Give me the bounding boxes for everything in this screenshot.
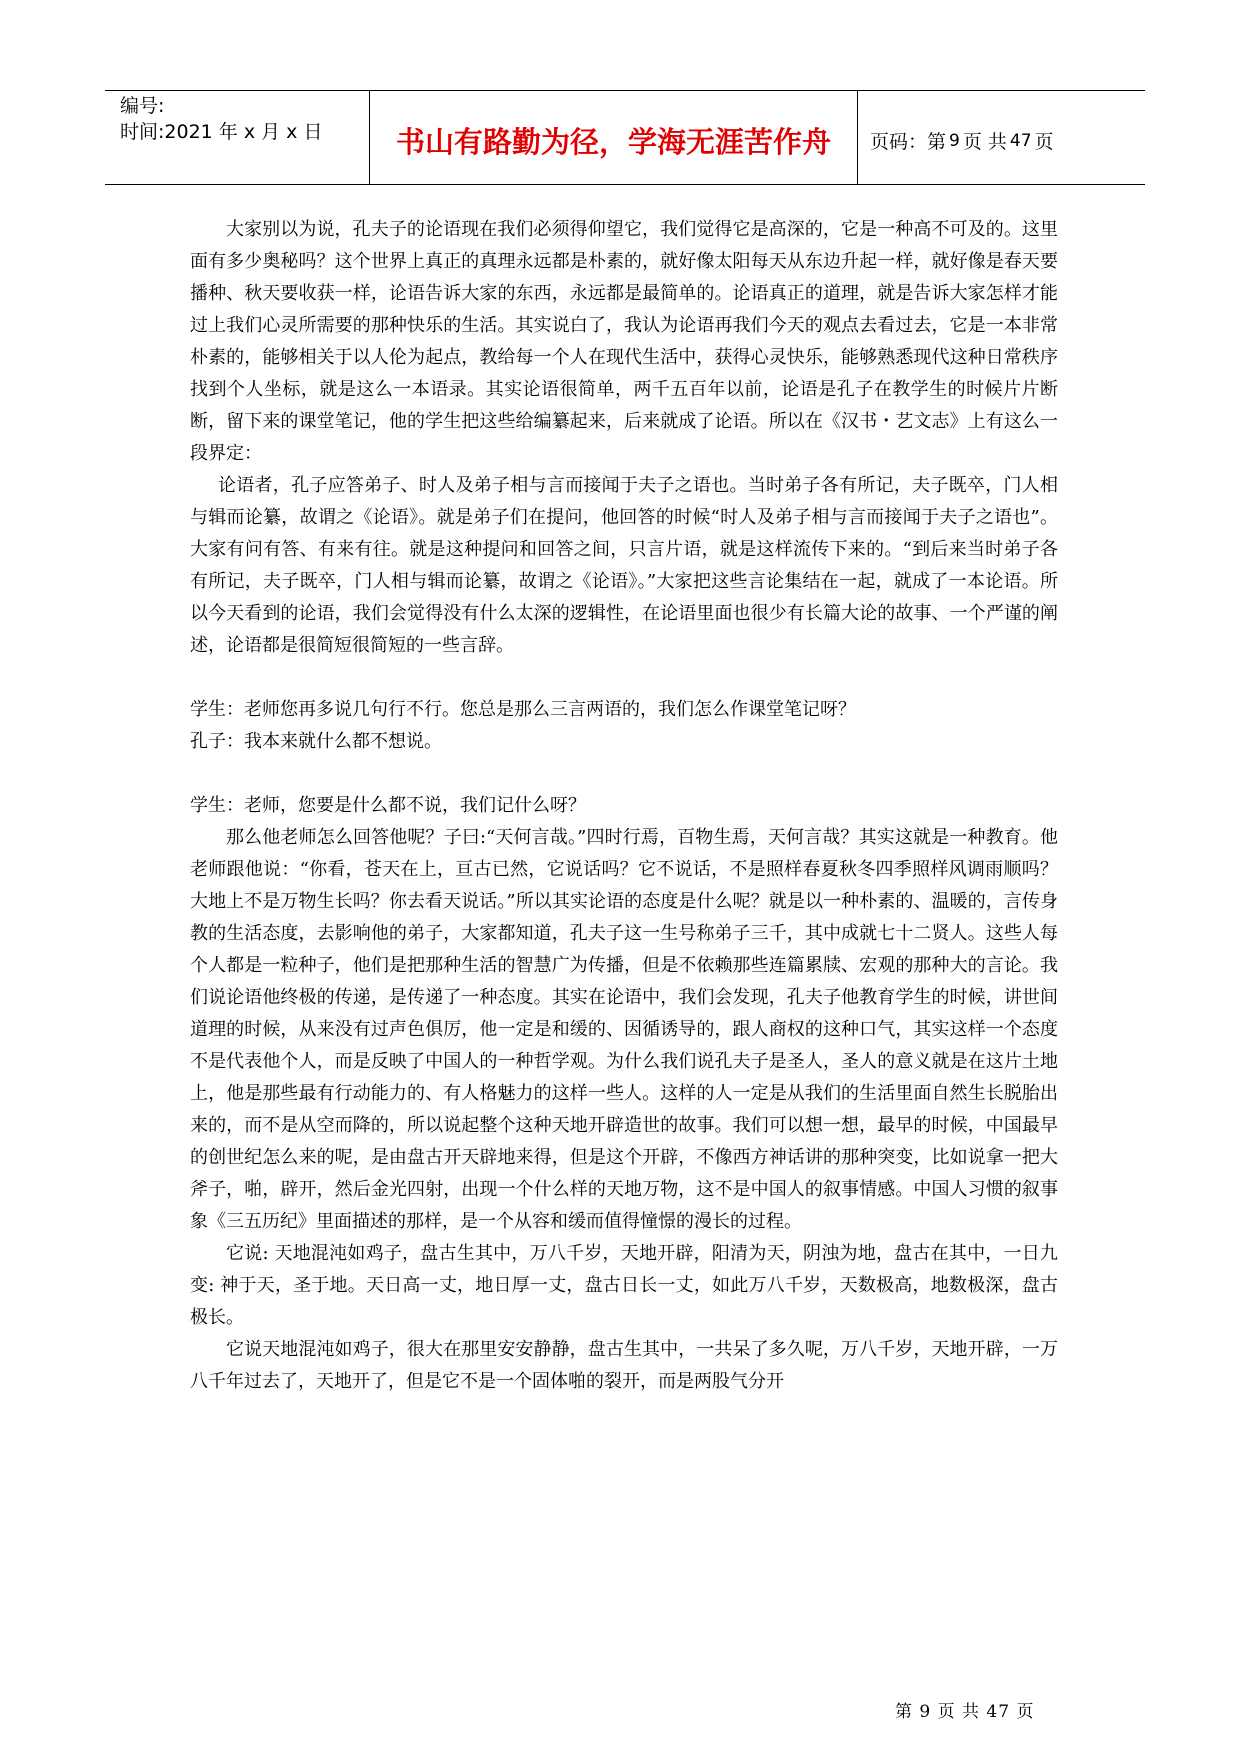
paragraph: 那么他老师怎么回答他呢？子曰:“天何言哉。”四时行焉，百物生焉，天何言哉？其实这就是一种教育。他老师跟他说：“你看，苍天在上，亘古已然，它说话吗？它不说话，不是照样春夏秋冬四季照样风调雨顺吗？大地上不是万物生长吗？你去看天说话。”所以其实论语的态度是什么呢？就是以一种朴素的、温暖的，言传身教的生活态度，去影响他的弟子，大家都知道，孔夫子这一生号称弟子三千，其中成就七十二贤人。这些人每个人都是一粒种子，他们是把那种生活的智慧广为传播，但是不依赖那些连篇累牍、宏观的那种大的言论。我们说论语他终极的传递，是传递了一种态度。其实在论语中，我们会发现，孔夫子他教育学生的时候，讲世间道理的时候，从来没有过声色俱厉，他一定是和缓的、因循诱导的，跟人商权的这种口气，其实这样一个态度不是代表他个人，而是反映了中国人的一种哲学观。为什么我们说孔夫子是圣人，圣人的意义就是在这片土地上，他是那些最有行动能力的、有人格魅力的这样一些人。这样的人一定是从我们的生活里面自然生长脱胎出来的，而不是从空而降的，所以说起整个这种天地开辟造世的故事。我们可以想一想，最早的时候，中国最早的创世纪怎么来的呢，是由盘古开天辟地来得，但是这个开辟，不像西方神话讲的那种突变，比如说拿一把大斧子，啪，辟开，然后金光四射，出现一个什么样的天地万物，这不是中国人的叙事情感。中国人习惯的叙事象《三五历纪》里面描述的那样，是一个从容和缓而值得憧憬的漫长的过程。: [190, 827, 1058, 1232]
document-time-label: 时间:2021 年 x 月 x 日: [120, 121, 323, 143]
page-current: 9: [949, 130, 960, 151]
document-number-label: 编号:: [120, 95, 165, 117]
header-motto: 书山有路勤为径，学海无涯苦作舟: [370, 91, 858, 184]
paragraph-spacer: [190, 758, 1058, 790]
page-total: 47: [1009, 130, 1032, 151]
paragraph-spacer: [190, 662, 1058, 694]
paragraph: 它说天地混沌如鸡子，很大在那里安安静静，盘古生其中，一共呆了多久呢，万八千岁，天地开辟，一万八千年过去了，天地开了，但是它不是一个固体啪的裂开，而是两股气分开: [190, 1339, 1058, 1392]
page-header: [105, 90, 1145, 185]
page-suffix: 页: [1034, 131, 1054, 153]
paragraph: 它说: 天地混沌如鸡子，盘古生其中，万八千岁，天地开辟，阳清为天，阴浊为地，盘古在其中，一日九变: 神于天，圣于地。天日高一丈，地日厚一丈，盘古日长一丈，如此万八千岁，天数极高，地数极深，盘古极长。: [190, 1243, 1058, 1328]
dialogue-line: 学生：老师，您要是什么都不说，我们记什么呀？: [190, 795, 586, 816]
document-body: [190, 214, 1058, 1398]
header-page-info: [858, 91, 1145, 184]
page-footer: 第 9 页 共 47 页: [895, 1702, 1035, 1722]
paragraph: 大家别以为说，孔夫子的论语现在我们必须得仰望它，我们觉得它是高深的，它是一种高不可及的。这里面有多少奥秘吗？这个世界上真正的真理永远都是朴素的，就好像太阳每天从东边升起一样，就好像是春天要播种、秋天要收获一样，论语告诉大家的东西，永远都是最简单的。论语真正的道理，就是告诉大家怎样才能过上我们心灵所需要的那种快乐的生活。其实说白了，我认为论语再我们今天的观点去看过去，它是一本非常朴素的，能够相关于以人伦为起点，教给每一个人在现代生活中，获得心灵快乐，能够熟悉现代这种日常秩序找到个人坐标，就是这么一本语录。其实论语很简单，两千五百年以前，论语是孔子在教学生的时候片片断断，留下来的课堂笔记，他的学生把这些给编纂起来，后来就成了论语。所以在《汉书・艺文志》上有这么一段界定：: [190, 219, 1058, 464]
dialogue-line: 孔子：我本来就什么都不想说。: [190, 731, 442, 752]
page-mid: 页 共: [962, 131, 1007, 153]
paragraph: 论语者，孔子应答弟子、时人及弟子相与言而接闻于夫子之语也。当时弟子各有所记，夫子既卒，门人相与辑而论纂，故谓之《论语》。就是弟子们在提问，他回答的时候“时人及弟子相与言而接闻于夫子之语也”。大家有问有答、有来有往。就是这种提问和回答之间，只言片语，就是这样流传下来的。“到后来当时弟子各有所记，夫子既卒，门人相与辑而论纂，故谓之《论语》。”大家把这些言论集结在一起，就成了一本论语。所以今天看到的论语，我们会觉得没有什么太深的逻辑性，在论语里面也很少有长篇大论的故事、一个严谨的阐述，论语都是很简短很简短的一些言辞。: [190, 475, 1058, 656]
page-prefix: 页码：第: [870, 131, 947, 153]
header-meta: [105, 91, 370, 184]
dialogue-line: 学生：老师您再多说几句行不行。您总是那么三言两语的，我们怎么作课堂笔记呀？: [190, 699, 856, 720]
